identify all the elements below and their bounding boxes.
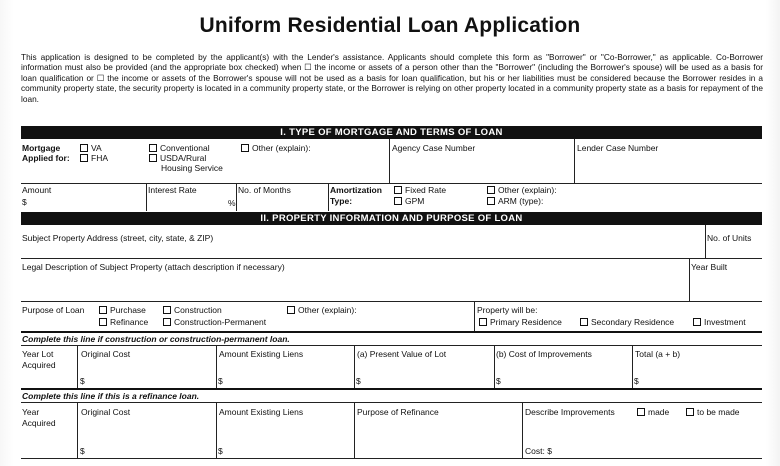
purchase-label: Purchase <box>110 305 146 315</box>
dollar-sign: $ <box>218 376 223 386</box>
divider <box>328 183 329 211</box>
page-title: Uniform Residential Loan Application <box>199 14 581 37</box>
divider <box>494 345 495 388</box>
checkbox-icon <box>241 144 249 152</box>
cost-of-improvements-field[interactable]: (b) Cost of Improvements <box>496 349 592 359</box>
divider <box>77 402 78 458</box>
primary-residence-label: Primary Residence <box>490 317 562 327</box>
checkbox-icon <box>580 318 588 326</box>
purpose-of-refinance-field[interactable]: Purpose of Refinance <box>357 407 439 417</box>
section-1-header: I. TYPE OF MORTGAGE AND TERMS OF LOAN <box>21 126 762 139</box>
checkbox-icon <box>693 318 701 326</box>
checkbox-icon <box>287 306 295 314</box>
gpm-checkbox[interactable] <box>394 196 424 206</box>
construction-original-cost-field[interactable]: Original Cost <box>81 349 131 359</box>
conventional-label: Conventional <box>160 143 210 153</box>
divider <box>689 258 690 301</box>
describe-improvements-label: Describe Improvements <box>525 407 615 417</box>
agency-case-number-field[interactable]: Agency Case Number <box>392 143 476 153</box>
usda-rural-checkbox[interactable] <box>149 153 206 163</box>
housing-service-label: Housing Service <box>161 163 223 173</box>
checkbox-icon <box>394 186 402 194</box>
refinance-line-note: Complete this line if this is a refinance loan. <box>22 391 200 401</box>
construction-line-note: Complete this line if construction or construction-permanent loan. <box>22 334 290 344</box>
amortization-other-checkbox[interactable] <box>487 185 557 195</box>
divider <box>236 183 237 211</box>
cost-field[interactable]: Cost: $ <box>525 446 552 456</box>
made-label: made <box>648 407 670 417</box>
other-mortgage-checkbox[interactable] <box>241 143 311 153</box>
dollar-sign: $ <box>80 376 85 386</box>
dollar-sign: $ <box>80 446 85 456</box>
mortgage-label: Mortgage <box>22 143 61 153</box>
to-be-made-label: to be made <box>697 407 740 417</box>
divider <box>21 388 762 390</box>
to-be-made-checkbox[interactable] <box>686 407 740 417</box>
purchase-checkbox[interactable] <box>99 305 146 315</box>
divider <box>522 402 523 458</box>
investment-checkbox[interactable] <box>693 317 746 327</box>
va-checkbox[interactable] <box>80 143 102 153</box>
refinance-existing-liens-field[interactable]: Amount Existing Liens <box>219 407 304 417</box>
divider <box>216 402 217 458</box>
divider <box>77 345 78 388</box>
year-label: Year <box>22 407 40 417</box>
year-acquired-label: Acquired <box>22 418 56 428</box>
intro-paragraph: This application is designed to be completed by the applicant(s) with the Lender's assistance. Applicants should complete this form as "Borrower" or "Co-Borrower," as applicable. Co-Borrower information must also be provided (and the appropriate box checked) when ☐ the income or assets of a person other than the "Borrower" (including the Borrower's spouse) will be used as a basis for loan qualification or ☐ the income or assets of the Borrower's spouse will not be used as a basis for loan qualification, but his or her liabilities must be considered because the Borrower resides in a community property state, the security property is located in a community property state, or the Borrower is relying on other property located in a community property state as a basis for repayment of the loan. <box>21 52 763 104</box>
refinance-original-cost-field[interactable]: Original Cost <box>81 407 131 417</box>
purpose-of-loan-label: Purpose of Loan <box>22 305 85 315</box>
construction-existing-liens-field[interactable]: Amount Existing Liens <box>219 349 304 359</box>
amount-dollar-sign: $ <box>22 197 27 207</box>
checkbox-icon <box>149 144 157 152</box>
legal-description-field[interactable]: Legal Description of Subject Property (attach description if necessary) <box>22 262 285 272</box>
secondary-residence-label: Secondary Residence <box>591 317 675 327</box>
year-lot-label: Year Lot <box>22 349 54 359</box>
amount-field[interactable]: Amount <box>22 185 52 195</box>
other-purpose-checkbox[interactable] <box>287 305 357 315</box>
section-2-header: II. PROPERTY INFORMATION AND PURPOSE OF LOAN <box>21 212 762 225</box>
dollar-sign: $ <box>218 446 223 456</box>
checkbox-icon <box>80 154 88 162</box>
checkbox-icon <box>637 408 645 416</box>
primary-residence-checkbox[interactable] <box>479 317 562 327</box>
amortization-other-label: Other (explain): <box>498 185 557 195</box>
fha-label: FHA <box>91 153 108 163</box>
fixed-rate-checkbox[interactable] <box>394 185 446 195</box>
checkbox-icon <box>686 408 694 416</box>
divider <box>705 225 706 258</box>
checkbox-icon <box>163 318 171 326</box>
arm-label: ARM (type): <box>498 196 544 206</box>
divider <box>474 301 475 331</box>
arm-checkbox[interactable] <box>487 196 543 206</box>
dollar-sign: $ <box>496 376 501 386</box>
construction-label: Construction <box>174 305 222 315</box>
divider <box>21 345 762 346</box>
divider <box>146 183 147 211</box>
year-built-field[interactable]: Year Built <box>691 262 728 272</box>
other-purpose-label: Other (explain): <box>298 305 357 315</box>
lender-case-number-field[interactable]: Lender Case Number <box>577 143 659 153</box>
divider <box>354 402 355 458</box>
divider <box>216 345 217 388</box>
interest-rate-field[interactable]: Interest Rate <box>148 185 197 195</box>
divider <box>574 139 575 183</box>
divider <box>389 139 390 183</box>
amortization-type-label: Type: <box>330 196 353 206</box>
dollar-sign: $ <box>356 376 361 386</box>
checkbox-icon <box>99 306 107 314</box>
property-will-be-label: Property will be: <box>477 305 538 315</box>
checkbox-icon <box>479 318 487 326</box>
divider <box>21 458 762 459</box>
total-field[interactable]: Total (a + b) <box>635 349 681 359</box>
divider <box>21 402 762 403</box>
investment-label: Investment <box>704 317 746 327</box>
fixed-rate-label: Fixed Rate <box>405 185 447 195</box>
no-of-units-field[interactable]: No. of Units <box>707 233 752 243</box>
secondary-residence-checkbox[interactable] <box>580 317 674 327</box>
construction-permanent-label: Construction-Permanent <box>174 317 267 327</box>
divider <box>21 183 762 184</box>
applied-for-label: Applied for: <box>22 153 70 163</box>
checkbox-icon <box>487 186 495 194</box>
divider <box>21 301 762 302</box>
checkbox-icon <box>394 197 402 205</box>
construction-permanent-checkbox[interactable] <box>163 317 266 327</box>
divider <box>21 331 762 333</box>
dollar-sign: $ <box>634 376 639 386</box>
other-mortgage-label: Other (explain): <box>252 143 311 153</box>
construction-checkbox[interactable] <box>163 305 222 315</box>
checkbox-icon <box>99 318 107 326</box>
no-of-months-field[interactable]: No. of Months <box>238 185 291 195</box>
checkbox-icon <box>163 306 171 314</box>
checkbox-icon <box>80 144 88 152</box>
divider <box>21 258 762 259</box>
present-value-of-lot-field[interactable]: (a) Present Value of Lot <box>357 349 447 359</box>
fha-checkbox[interactable] <box>80 153 108 163</box>
refinance-checkbox[interactable] <box>99 317 148 327</box>
refinance-label: Refinance <box>110 317 149 327</box>
checkbox-icon <box>487 197 495 205</box>
year-lot-acquired-label: Acquired <box>22 360 56 370</box>
amortization-label: Amortization <box>330 185 382 195</box>
usda-rural-label: USDA/Rural <box>160 153 207 163</box>
va-label: VA <box>91 143 102 153</box>
subject-property-address-field[interactable]: Subject Property Address (street, city, state, & ZIP) <box>22 233 214 243</box>
divider <box>354 345 355 388</box>
made-checkbox[interactable] <box>637 407 669 417</box>
divider <box>632 345 633 388</box>
gpm-label: GPM <box>405 196 425 206</box>
conventional-checkbox[interactable] <box>149 143 210 153</box>
checkbox-icon <box>149 154 157 162</box>
percent-sign: % <box>228 198 236 208</box>
